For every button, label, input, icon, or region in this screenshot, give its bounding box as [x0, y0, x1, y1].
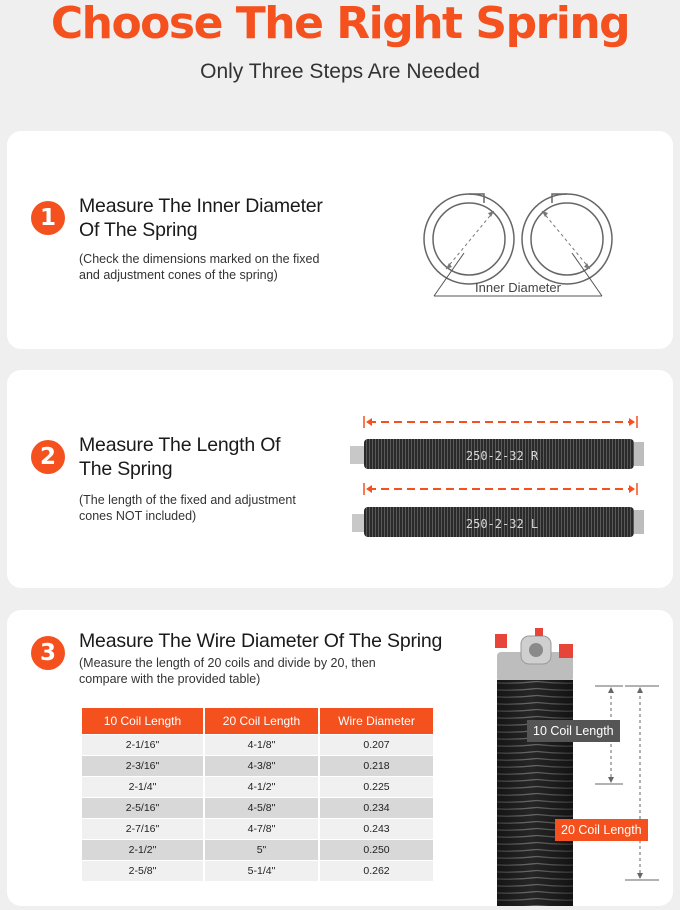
- twenty-coil-dimension-icon: [625, 686, 659, 880]
- table-cell: 4-3/8": [205, 755, 318, 776]
- table-row: [82, 776, 433, 797]
- step-1-title-line-1: Measure The Inner Diameter: [79, 195, 323, 217]
- table-header-row: [82, 708, 433, 734]
- table-cell: 2-1/16": [82, 734, 203, 755]
- spring-right-wound-icon: [350, 439, 644, 469]
- table-cell: 2-7/16": [82, 818, 203, 839]
- step-1-note: [79, 251, 319, 283]
- spring-length-diagram: [342, 408, 647, 548]
- wire-diameter-table: [80, 708, 435, 881]
- step-3-note: [79, 655, 376, 687]
- step-3-title: Measure The Wire Diameter Of The Spring: [79, 630, 443, 652]
- step-2-title-line-1: Measure The Length Of: [79, 434, 281, 456]
- inner-diameter-label: Inner Diameter: [475, 280, 561, 295]
- vertical-spring-diagram: [477, 624, 673, 906]
- spring-label-top: 250-2-32 R: [465, 449, 539, 463]
- step-3-note-line-2: compare with the provided table): [79, 672, 261, 686]
- table-cell: 2-1/4": [82, 776, 203, 797]
- table-cell: 4-7/8": [205, 818, 318, 839]
- step-2-title-line-2: The Spring: [79, 458, 173, 480]
- table-header-10-coil: 10 Coil Length: [82, 708, 203, 734]
- table-row: [82, 755, 433, 776]
- table-cell: 0.234: [320, 797, 433, 818]
- step-2-title: [79, 433, 280, 481]
- step-2-note-line-1: (The length of the fixed and adjustment: [79, 493, 296, 507]
- step-2-number-badge: 2: [31, 440, 65, 474]
- step-3-card: [7, 610, 673, 906]
- table-row: [82, 818, 433, 839]
- table-cell: 0.250: [320, 839, 433, 860]
- spring-label-bottom: 250-2-32 L: [465, 517, 539, 531]
- ten-coil-length-tag: 10 Coil Length: [527, 720, 620, 742]
- page-subtitle: Only Three Steps Are Needed: [200, 60, 480, 83]
- table-cell: 0.225: [320, 776, 433, 797]
- step-2-note-line-2: cones NOT included): [79, 509, 197, 523]
- table-cell: 2-5/16": [82, 797, 203, 818]
- table-header-wire-diameter: Wire Diameter: [320, 708, 433, 734]
- table-row: [82, 860, 433, 881]
- spring-left-wound-icon: [352, 507, 644, 537]
- step-1-card: [7, 131, 673, 349]
- inner-diameter-diagram: [412, 181, 622, 301]
- table-row: [82, 839, 433, 860]
- step-1-note-line-1: (Check the dimensions marked on the fixed: [79, 252, 320, 266]
- bottom-length-dimension-icon: [364, 483, 637, 495]
- table-cell: 2-3/16": [82, 755, 203, 776]
- table-header-20-coil: 20 Coil Length: [205, 708, 318, 734]
- table-cell: 0.207: [320, 734, 433, 755]
- left-spring-ring-icon: [424, 194, 514, 284]
- table-cell: 0.243: [320, 818, 433, 839]
- step-3-note-line-1: (Measure the length of 20 coils and divide by 20, then: [79, 656, 376, 670]
- table-cell: 2-5/8": [82, 860, 203, 881]
- step-1-number-badge: 1: [31, 201, 65, 235]
- table-row: [82, 797, 433, 818]
- twenty-coil-length-tag: 20 Coil Length: [555, 819, 648, 841]
- step-1-note-line-2: and adjustment cones of the spring): [79, 268, 278, 282]
- spring-cone-icon: [495, 628, 573, 682]
- table-cell: 4-5/8": [205, 797, 318, 818]
- step-2-card: [7, 370, 673, 588]
- page-title: Choose The Right Spring: [50, 0, 630, 49]
- spring-coils-icon: [497, 680, 573, 906]
- table-cell: 5": [205, 839, 318, 860]
- step-1-title-line-2: Of The Spring: [79, 219, 198, 241]
- step-2-note: [79, 492, 296, 524]
- step-1-title: [79, 194, 323, 242]
- right-spring-ring-icon: [522, 194, 612, 284]
- table-cell: 5-1/4": [205, 860, 318, 881]
- table-row: [82, 734, 433, 755]
- table-cell: 4-1/8": [205, 734, 318, 755]
- table-cell: 2-1/2": [82, 839, 203, 860]
- table-cell: 0.218: [320, 755, 433, 776]
- step-3-number-badge: 3: [31, 636, 65, 670]
- table-cell: 4-1/2": [205, 776, 318, 797]
- top-length-dimension-icon: [364, 416, 637, 428]
- table-cell: 0.262: [320, 860, 433, 881]
